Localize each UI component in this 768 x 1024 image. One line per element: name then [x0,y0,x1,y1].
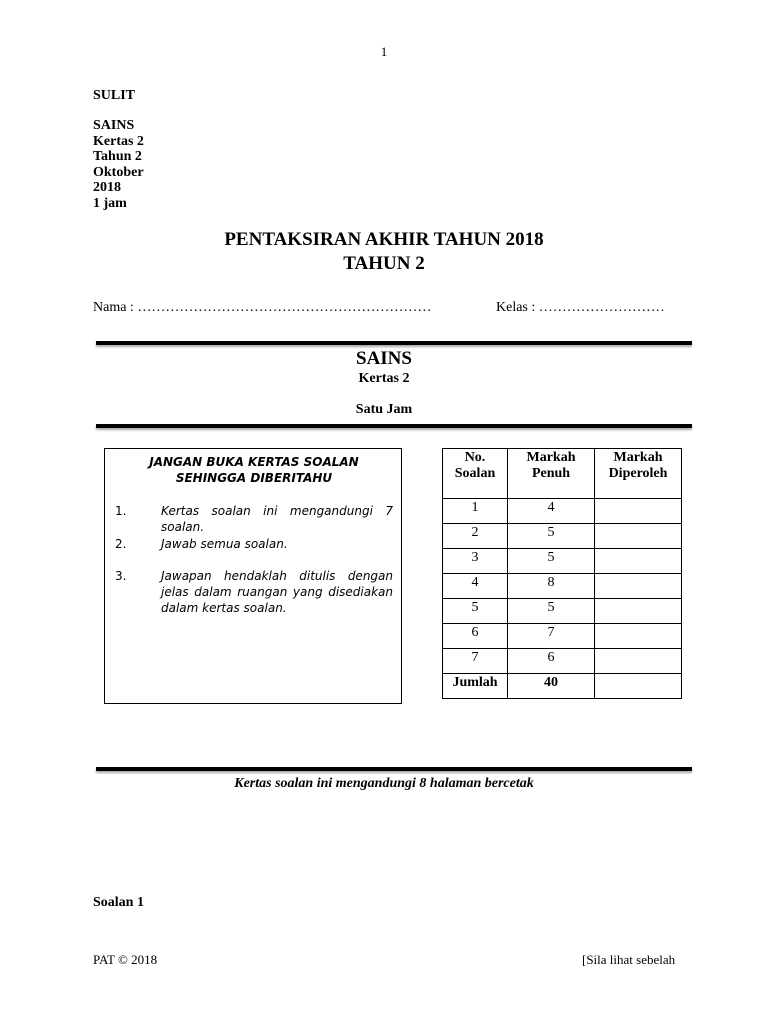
bottom-divider [96,767,692,771]
header-question-no: No. Soalan [443,449,508,499]
table-row [443,624,682,649]
marks-obtained-cell [595,499,682,524]
instructions-box [104,448,402,704]
exam-title-line1: PENTAKSIRAN AKHIR TAHUN 2018 [224,229,544,250]
marks-obtained-cell [595,624,682,649]
copyright-footer: PAT © 2018 [93,952,158,967]
page-number: 1 [380,44,388,59]
marks-obtained-cell [595,599,682,624]
question-no-cell: 5 [443,599,508,624]
header-marks-obtained: Markah Diperoleh [595,449,682,499]
instruction-number: 3. [115,569,127,583]
instruction-text: Jawapan hendaklah ditulis dengan jelas dalam ruangan yang disediakan dalam kertas soalan. [161,569,393,615]
meta-paper: Kertas 2 [93,133,144,149]
marks-table-header [443,449,682,499]
question-no-cell: 4 [443,574,508,599]
instructions-heading: JANGAN BUKA KERTAS SOALAN SEHINGGA DIBERITAHU [149,455,359,485]
instruction-text: Jawab semua soalan. [161,537,288,551]
instruction-text: Kertas soalan ini mengandungi 7 soalan. [161,504,393,534]
exam-title [0,228,768,276]
table-row [443,599,682,624]
table-row [443,524,682,549]
marks-table [442,448,682,699]
marks-obtained-cell [595,524,682,549]
header-meta [93,118,144,212]
instruction-number: 2. [115,537,127,551]
total-label-cell: Jumlah [443,674,508,699]
full-marks-cell: 5 [508,524,595,549]
question-label: Soalan 1 [93,895,144,910]
meta-month: Oktober [93,164,144,180]
subject-title: SAINS [356,348,412,369]
marks-obtained-cell [595,574,682,599]
subject-duration: Satu Jam [355,402,413,417]
instruction-number: 1. [115,504,127,518]
marks-obtained-cell [595,649,682,674]
full-marks-cell: 4 [508,499,595,524]
full-marks-cell: 8 [508,574,595,599]
full-marks-cell: 5 [508,599,595,624]
name-field: Nama : ……………………………………………………… [93,300,432,315]
marks-obtained-cell [595,549,682,574]
meta-subject: SAINS [93,118,135,133]
table-row [443,499,682,524]
full-marks-cell: 5 [508,549,595,574]
question-no-cell: 3 [443,549,508,574]
subject-paper: Kertas 2 [358,371,410,386]
total-full-marks-cell: 40 [508,674,595,699]
table-row [443,549,682,574]
class-field: Kelas : ……………………… [496,300,665,315]
total-marks-obtained-cell [595,674,682,699]
page-count-note: Kertas soalan ini mengandungi 8 halaman bercetak [234,776,534,791]
meta-duration: 1 jam [93,195,127,211]
question-no-cell: 1 [443,499,508,524]
full-marks-cell: 6 [508,649,595,674]
exam-title-line2: TAHUN 2 [343,253,425,274]
table-total-row [443,674,682,699]
table-row [443,574,682,599]
header-full-marks: Markah Penuh [508,449,595,499]
classification-label: SULIT [93,88,136,103]
full-marks-cell: 7 [508,624,595,649]
top-divider [96,341,692,345]
question-no-cell: 7 [443,649,508,674]
meta-year: 2018 [93,180,121,196]
middle-divider [96,424,692,428]
question-no-cell: 2 [443,524,508,549]
next-page-note: [Sila lihat sebelah [582,952,676,967]
table-row [443,649,682,674]
meta-year-level: Tahun 2 [93,149,142,165]
question-no-cell: 6 [443,624,508,649]
